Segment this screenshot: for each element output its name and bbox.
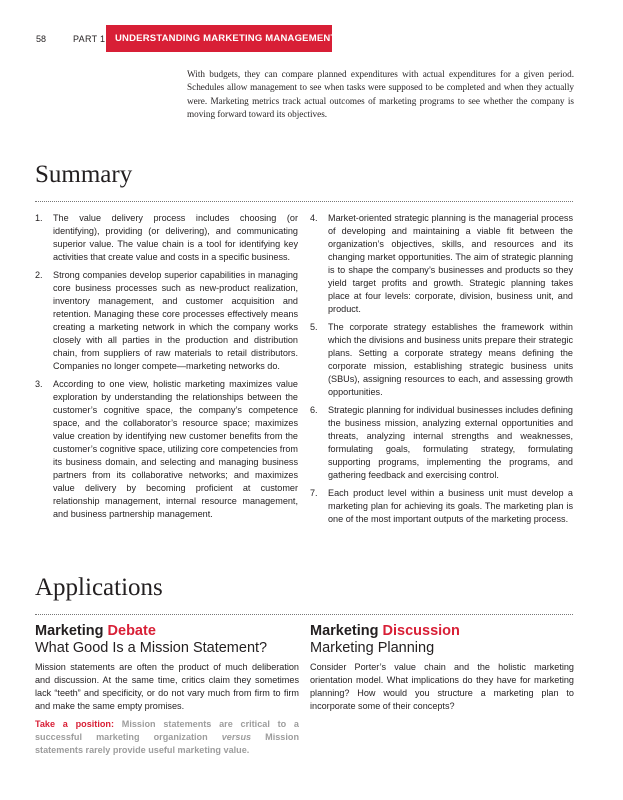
- position-text-1: Mission statements are critical to a successful marketing organization: [35, 719, 299, 742]
- applications-title: Applications: [35, 574, 163, 601]
- item-number: 4.: [310, 213, 318, 223]
- discussion-accent: Discussion: [382, 623, 460, 639]
- item-text: Each product level within a business unit must develop a marketing plan for achieving its goals. The marketing plan is one of the most important outputs of the marketing process.: [328, 488, 573, 524]
- summary-item: [35, 212, 298, 264]
- summary-title: Summary: [35, 161, 133, 188]
- part-label: PART 1: [73, 34, 106, 44]
- position-lead: Take a position:: [35, 719, 114, 729]
- summary-list-right: [310, 212, 573, 531]
- position-text-2: Mission statements rarely provide useful marketing value.: [35, 732, 300, 755]
- page-header: [0, 25, 623, 52]
- debate-heading: [35, 623, 299, 640]
- debate-question: What Good Is a Mission Statement?: [35, 640, 268, 656]
- intro-paragraph: With budgets, they can compare planned expenditures with actual expenditures for a given period. Schedules allow management to see when tasks were supposed to be completed and when they actually were. Marketing metrics track actual outcomes of marketing programs to see whether the company is moving forward toward its objectives.: [187, 69, 574, 119]
- discussion-subtitle: Marketing Planning: [310, 640, 435, 656]
- marketing-discussion: [310, 623, 574, 713]
- position-versus: versus: [221, 732, 252, 742]
- item-number: 2.: [35, 270, 43, 280]
- page-number: 58: [36, 34, 47, 44]
- summary-item: [310, 487, 573, 526]
- applications-divider: [35, 614, 573, 615]
- summary-item: [35, 378, 298, 521]
- summary-item: [310, 404, 573, 482]
- chapter-banner: [106, 25, 337, 52]
- item-text: Strong companies develop superior capabilities in managing core business processes such as new-product realization, inventory management, and customer acquisition and retention. Managing these core processes effectively means creating a marketing network in which the company works closely with all parties in the production and distribution chain, from suppliers of raw materials to retail distributors. Companies no longer compete—marketing networks do.: [53, 270, 298, 371]
- discussion-body: Consider Porter’s value chain and the holistic marketing orientation model. What implications do they have for marketing planning? How would you structure a marketing plan to incorporate some of their concepts?: [310, 662, 574, 711]
- chapter-title: UNDERSTANDING MARKETING MANAGEMENT: [115, 33, 337, 44]
- summary-item: [310, 321, 573, 399]
- item-text: The corporate strategy establishes the framework within which the divisions and business units prepare their strategic plans. Setting a corporate strategy means defining the corporate mission, establishing strategic business units (SBUs), assigning resources to each, and assessing growth opportunities.: [328, 322, 573, 397]
- marketing-debate: [35, 623, 299, 757]
- item-text: Market-oriented strategic planning is the managerial process of developing and maintaining a viable fit between the organization’s objectives, skills, and resources and its changing market opportunities. The aim of strategic planning is to shape the company’s businesses and products so they yield target profits and growth. Strategic planning takes place at four levels: corporate, division, business unit, and product.: [328, 213, 573, 314]
- summary-divider: [35, 201, 573, 202]
- summary-item: [310, 212, 573, 316]
- item-text: Strategic planning for individual businesses includes defining the business mission, analyzing external opportunities and threats, analyzing internal strengths and weaknesses, formulating goals, formulating strategy, formulating supporting programs, implementing the programs, and gathering feedback and exercising control.: [328, 405, 573, 480]
- debate-body: Mission statements are often the product of much deliberation and discussion. At the same time, critics claim they sometimes lack “teeth” and specificity, or do not vary much from firm to firm and make the same empty promises.: [35, 662, 299, 711]
- debate-accent: Debate: [107, 623, 156, 639]
- debate-label: Marketing: [35, 623, 104, 639]
- item-number: 1.: [35, 213, 43, 223]
- summary-item: [35, 269, 298, 373]
- item-number: 3.: [35, 379, 43, 389]
- debate-position: [35, 718, 299, 757]
- item-text: According to one view, holistic marketing maximizes value exploration by understanding the relationships between the customer’s cognitive space, the company’s competence space, and the collaborator’s resource space; maximizes value creation by identifying new customer benefits from the customer’s cognitive space, utilizing core competencies from its business domain, and selecting and managing business partners from its collaborative networks; and maximizes value delivery by becoming proficient at customer relationship management, internal resource management, and business partnership management.: [53, 379, 298, 519]
- item-number: 7.: [310, 488, 318, 498]
- discussion-heading: [310, 623, 574, 640]
- summary-list-left: [35, 212, 298, 526]
- discussion-label: Marketing: [310, 623, 379, 639]
- item-text: The value delivery process includes choosing (or identifying), providing (or delivering), and communicating superior value. The value chain is a tool for identifying key activities that create value and costs in a specific business.: [53, 213, 298, 262]
- item-number: 5.: [310, 322, 318, 332]
- item-number: 6.: [310, 405, 318, 415]
